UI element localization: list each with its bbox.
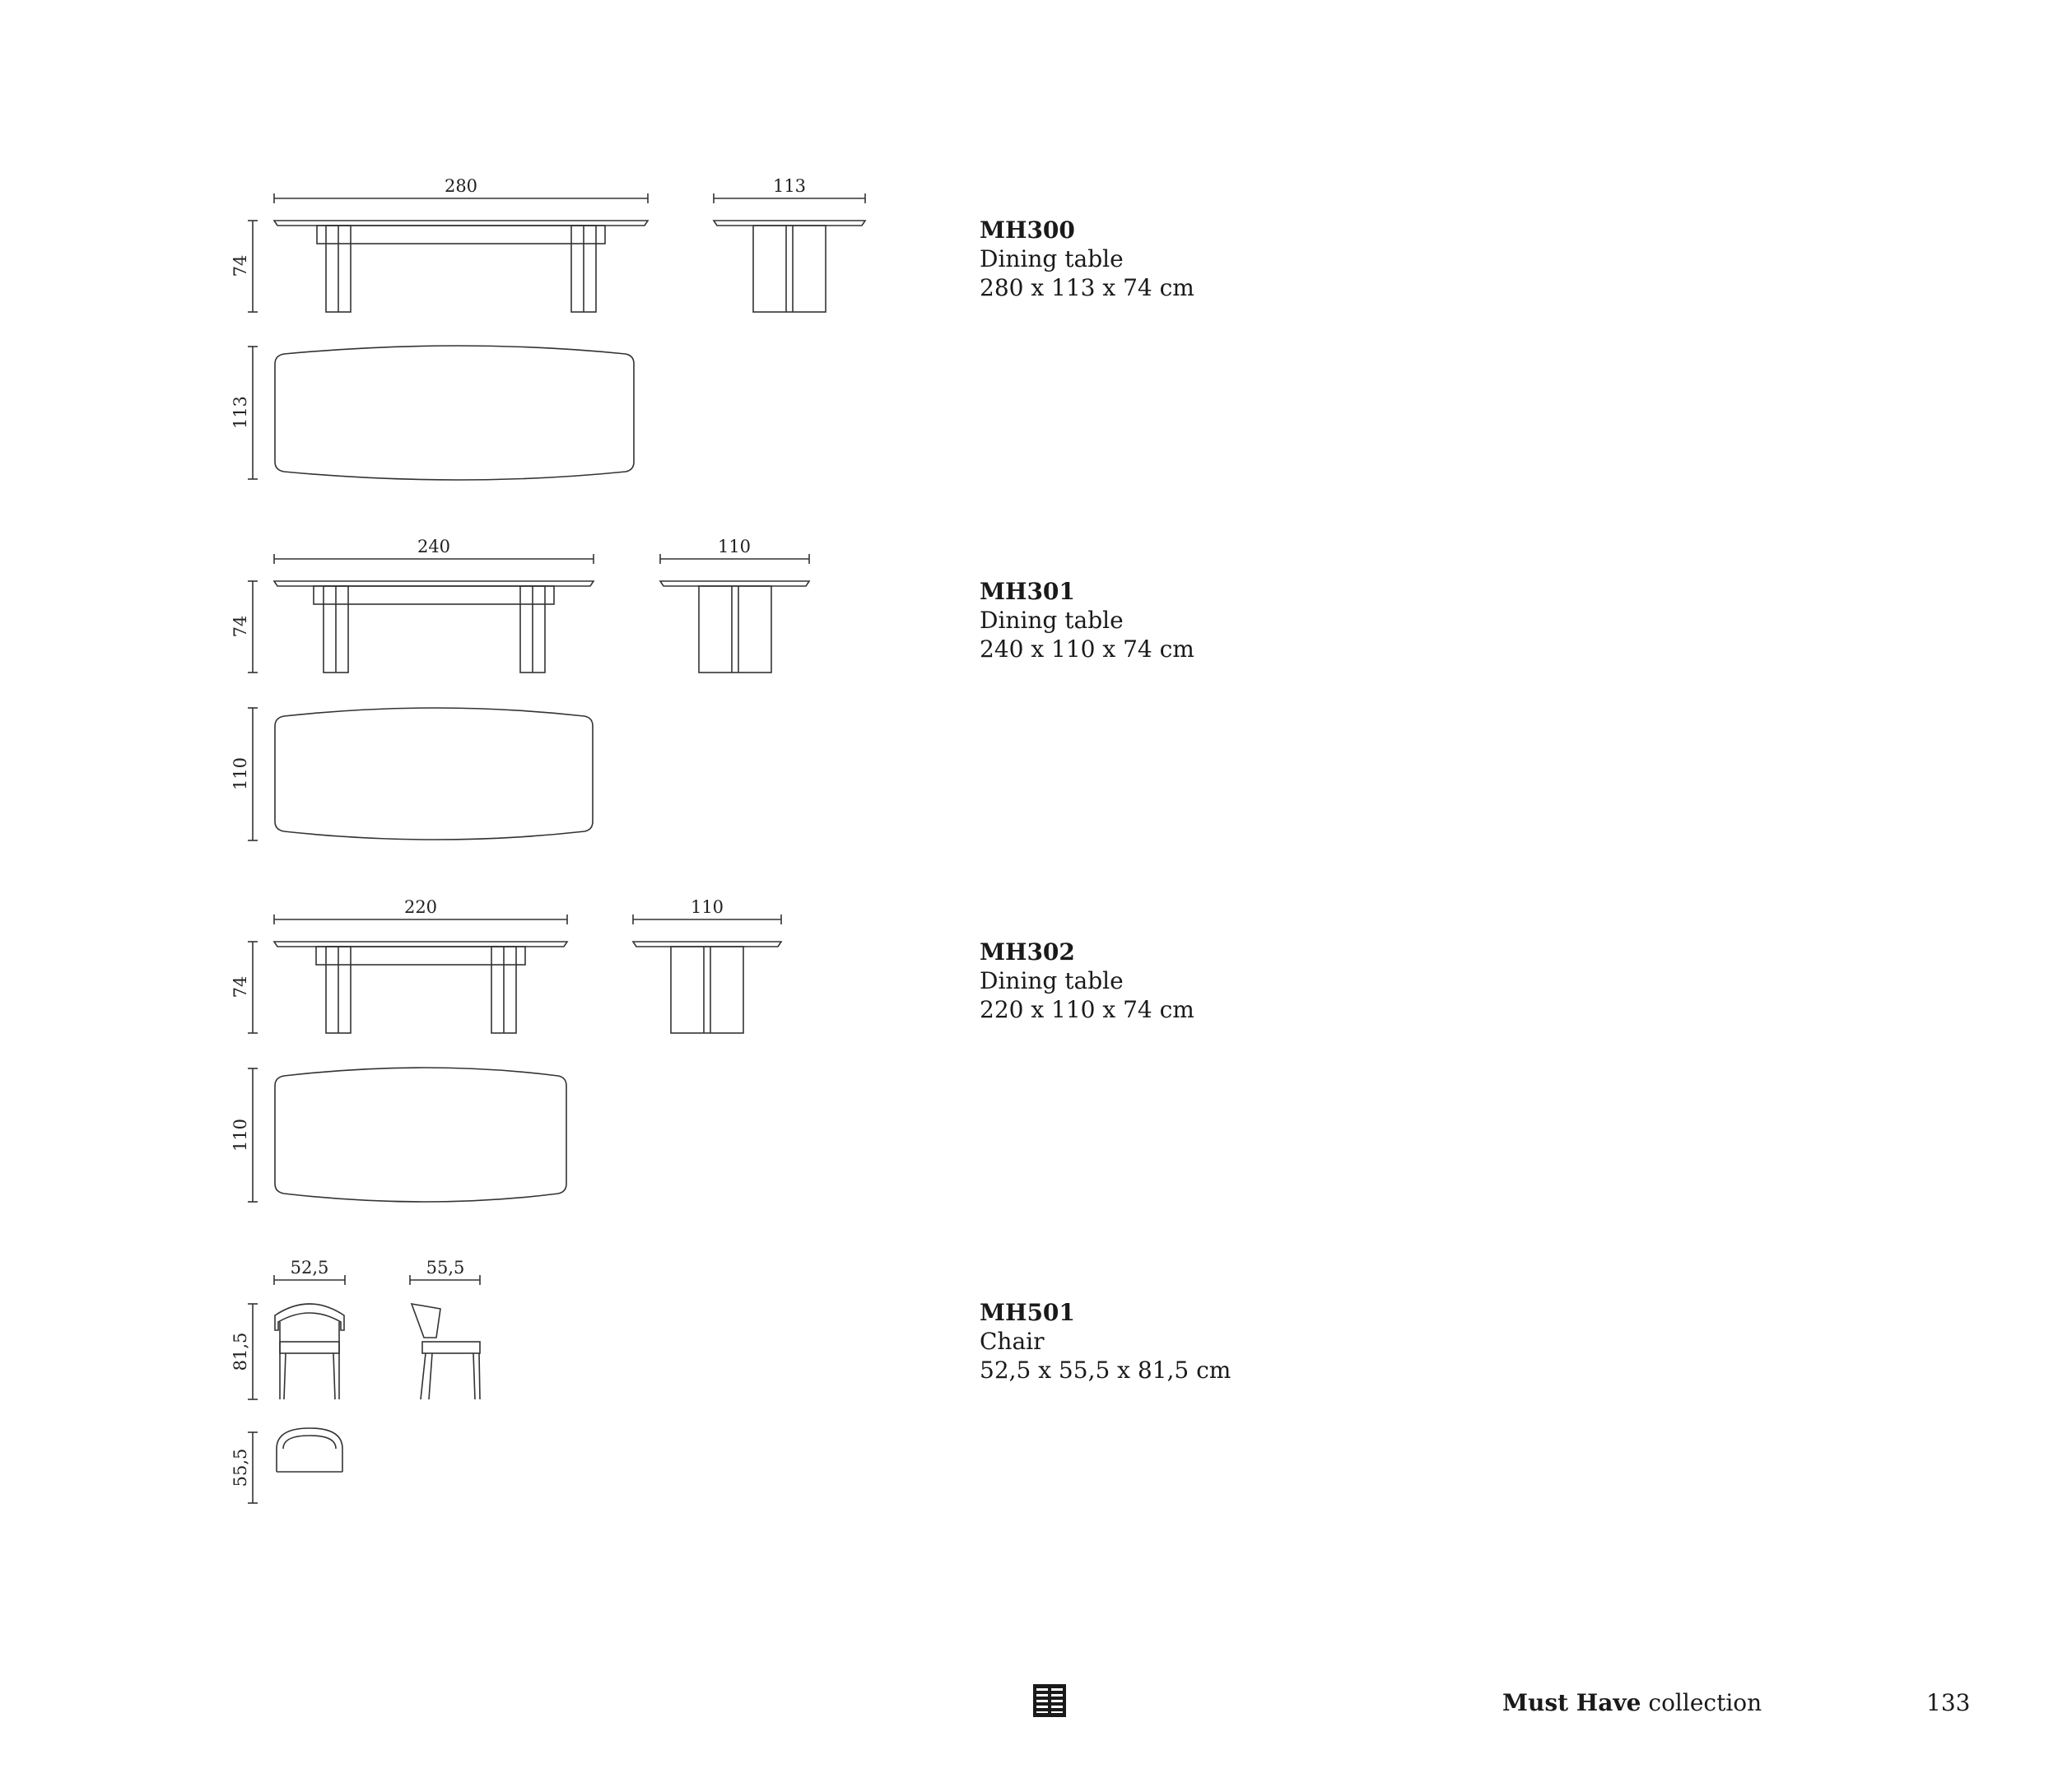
mh300-depth: 113 [230, 395, 250, 430]
product-mh300 [980, 216, 1194, 302]
mh301-front-width: 240 [417, 537, 451, 556]
mh301-drawing [248, 554, 809, 840]
product-size: 220 x 110 x 74 cm [980, 996, 1194, 1023]
collection-name: Must Have [1502, 1689, 1641, 1716]
mh301-depth: 110 [230, 756, 250, 791]
product-mh301 [980, 577, 1194, 663]
mh302-height: 74 [230, 975, 250, 998]
mh300-height: 74 [230, 254, 250, 277]
product-name: Dining table [980, 245, 1124, 272]
mh300-front-width: 280 [444, 176, 478, 196]
product-mh501 [980, 1298, 1231, 1385]
product-name: Dining table [980, 967, 1124, 994]
product-size: 240 x 110 x 74 cm [980, 635, 1194, 663]
mh302-front-width: 220 [403, 897, 438, 917]
product-name: Chair [980, 1328, 1045, 1355]
product-code: MH300 [980, 216, 1075, 244]
mh300-side-width: 113 [772, 176, 807, 196]
collection-suffix: collection [1641, 1689, 1762, 1716]
page-number: 133 [1926, 1689, 1971, 1716]
product-size: 52,5 x 55,5 x 81,5 cm [980, 1357, 1232, 1384]
product-size: 280 x 113 x 74 cm [980, 274, 1194, 301]
product-mh302 [980, 938, 1194, 1024]
brand-logo-icon [1033, 1684, 1066, 1717]
mh501-drawing [248, 1275, 480, 1503]
mh301-side-width: 110 [717, 537, 752, 556]
mh302-drawing [248, 915, 781, 1202]
product-name: Dining table [980, 607, 1124, 634]
footer-collection-title [1502, 1689, 1762, 1716]
mh501-front-width: 52,5 [290, 1258, 329, 1278]
product-code: MH301 [980, 578, 1075, 605]
mh301-height: 74 [230, 615, 250, 638]
mh302-side-width: 110 [690, 897, 724, 917]
mh501-height: 81,5 [230, 1332, 250, 1371]
mh300-drawing [248, 193, 865, 480]
mh501-depth: 55,5 [230, 1448, 250, 1487]
product-code: MH302 [980, 938, 1075, 966]
product-code: MH501 [980, 1299, 1075, 1326]
mh501-side-width: 55,5 [426, 1258, 465, 1278]
mh302-depth: 110 [230, 1118, 250, 1152]
